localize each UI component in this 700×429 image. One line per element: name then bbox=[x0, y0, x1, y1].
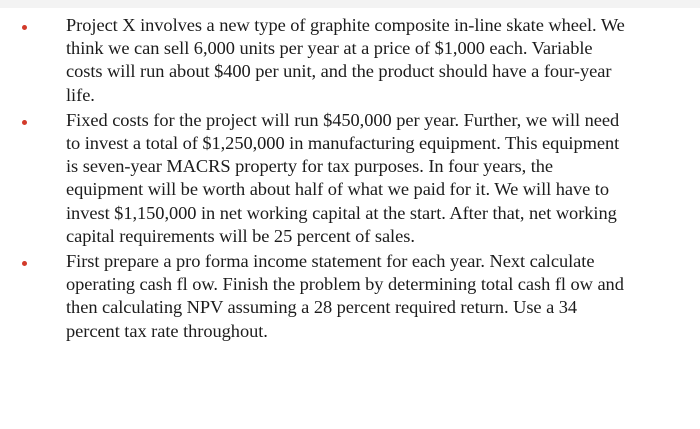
bullet-item-instructions bbox=[0, 250, 700, 343]
top-strip bbox=[0, 0, 700, 8]
text-line: equipment will be worth about half of what we paid for it. We will have to bbox=[66, 179, 609, 200]
bullet-dot-icon bbox=[22, 120, 27, 125]
bullet-item-costs bbox=[0, 109, 700, 248]
bullet-text bbox=[66, 109, 656, 248]
text-line: capital requirements will be 25 percent of sales. bbox=[66, 225, 415, 246]
text-line: Project X involves a new type of graphite composite in-line skate wheel. We bbox=[66, 15, 625, 35]
bullet-item-project-description bbox=[0, 14, 700, 107]
text-line: costs will run about $400 per unit, and the product should have a four-year bbox=[66, 61, 612, 82]
bullet-list bbox=[0, 14, 700, 345]
text-line: then calculating NPV assuming a 28 percent required return. Use a 34 bbox=[66, 297, 578, 318]
text-line: operating cash fl ow. Finish the problem by determining total cash fl ow and bbox=[66, 274, 624, 295]
text-line: to invest a total of $1,250,000 in manufacturing equipment. This equipment bbox=[66, 133, 620, 154]
text-line: invest $1,150,000 in net working capital at the start. After that, net working bbox=[66, 202, 617, 223]
bullet-dot-icon bbox=[22, 25, 27, 30]
text-line: life. bbox=[66, 84, 95, 105]
bullet-text bbox=[66, 14, 656, 107]
text-line: is seven-year MACRS property for tax purposes. In four years, the bbox=[66, 156, 554, 177]
text-line: percent tax rate throughout. bbox=[66, 320, 268, 341]
text-line: Fixed costs for the project will run $450,000 per year. Further, we will need bbox=[66, 109, 620, 130]
text-line: First prepare a pro forma income statement for each year. Next calculate bbox=[66, 251, 595, 272]
bullet-dot-icon bbox=[22, 261, 27, 266]
text-line: think we can sell 6,000 units per year at a price of $1,000 each. Variable bbox=[66, 38, 593, 59]
bullet-text bbox=[66, 250, 656, 343]
